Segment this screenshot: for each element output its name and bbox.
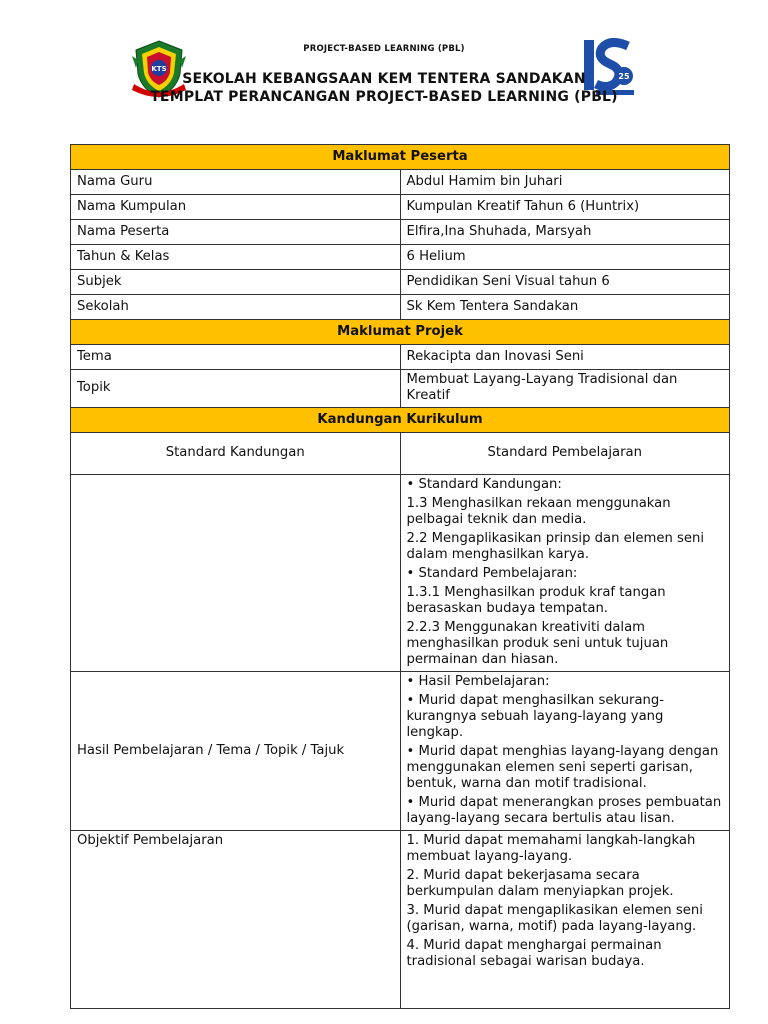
field-label: Subjek [71,270,401,295]
field-value: Rekacipta dan Inovasi Seni [400,345,730,370]
table-row [71,245,730,270]
section-title: Maklumat Projek [71,320,730,345]
table-row [71,295,730,320]
list-item: 2. Murid dapat bekerjasama secara berkumpulan dalam menyiapkan projek. [406,868,674,899]
list-item: 2.2 Mengaplikasikan prinsip dan elemen seni dalam menghasilkan karya. [406,531,705,562]
field-label: Sekolah [71,295,401,320]
field-label: Tema [71,345,401,370]
list-item: 1.3.1 Menghasilkan produk kraf tangan berasaskan budaya tempatan. [406,585,666,616]
table-row [71,475,730,672]
list-item: • Standard Pembelajaran: [406,566,578,581]
table-row [71,370,730,408]
section-header-projek [71,320,730,345]
section-title: Kandungan Kurikulum [71,408,730,433]
field-value: Elfira,Ina Shuhada, Marsyah [400,220,730,245]
table-row [71,220,730,245]
logo-number: 25 [618,72,630,81]
pbl-form-table [70,144,730,1009]
list-item: • Standard Kandungan: [406,477,562,492]
field-label: Hasil Pembelajaran / Tema / Topik / Tajuk [71,672,401,831]
table-row [71,831,730,1009]
list-item: 1. Murid dapat memahami langkah-langkah membuat layang-layang. [406,833,696,864]
template-title: TEMPLAT PERANCANGAN PROJECT-BASED LEARNING (PBL) [150,89,618,105]
field-value: Pendidikan Seni Visual tahun 6 [400,270,730,295]
svg-text:KTS: KTS [151,65,167,73]
objektif-list-cell [400,831,730,1009]
list-item: 3. Murid dapat mengaplikasikan elemen seni (garisan, warna, motif) pada layang-layang. [406,903,703,934]
list-item: • Murid dapat menghasilkan sekurang-kurangnya sebuah layang-layang yang lengkap. [406,693,665,740]
standard-list-cell [400,475,730,672]
list-item: 2.2.3 Menggunakan kreativiti dalam menghasilkan produk seni untuk tujuan permainan dan hiasan. [406,620,669,667]
header-small-title: PROJECT-BASED LEARNING (PBL) [303,44,465,54]
field-label: Nama Guru [71,170,401,195]
list-item: 4. Murid dapat menghargai permainan tradisional sebagai warisan budaya. [406,938,662,969]
list-item: 1.3 Menghasilkan rekaan menggunakan pelbagai teknik dan media. [406,496,671,527]
field-value: Kumpulan Kreatif Tahun 6 (Huntrix) [400,195,730,220]
column-header-standard-kandungan: Standard Kandungan [71,433,401,475]
table-row [71,345,730,370]
field-value: Sk Kem Tentera Sandakan [400,295,730,320]
field-label: Nama Peserta [71,220,401,245]
list-item: • Hasil Pembelajaran: [406,674,550,689]
section-title: Maklumat Peserta [71,145,730,170]
list-item: • Murid dapat menghias layang-layang dengan menggunakan elemen seni seperti garisan, bentuk, warna dan motif tradisional. [406,744,719,791]
table-row [71,195,730,220]
hasil-list-cell [400,672,730,831]
field-value: Abdul Hamim bin Juhari [400,170,730,195]
list-item: • Murid dapat menerangkan proses pembuatan layang-layang secara bertulis atau lisan. [406,795,722,826]
section-header-peserta [71,145,730,170]
section-header-kurikulum [71,408,730,433]
field-label: Objektif Pembelajaran [71,831,401,1009]
table-row [71,170,730,195]
table-row [71,270,730,295]
field-label: Tahun & Kelas [71,245,401,270]
school-name: SEKOLAH KEBANGSAAN KEM TENTERA SANDAKAN [182,71,586,87]
empty-cell [71,475,401,672]
table-row [71,433,730,475]
column-header-standard-pembelajaran: Standard Pembelajaran [400,433,730,475]
field-value: 6 Helium [400,245,730,270]
field-value: Membuat Layang-Layang Tradisional dan Kreatif [400,370,730,408]
table-row [71,672,730,831]
field-label: Topik [71,370,401,408]
field-label: Nama Kumpulan [71,195,401,220]
